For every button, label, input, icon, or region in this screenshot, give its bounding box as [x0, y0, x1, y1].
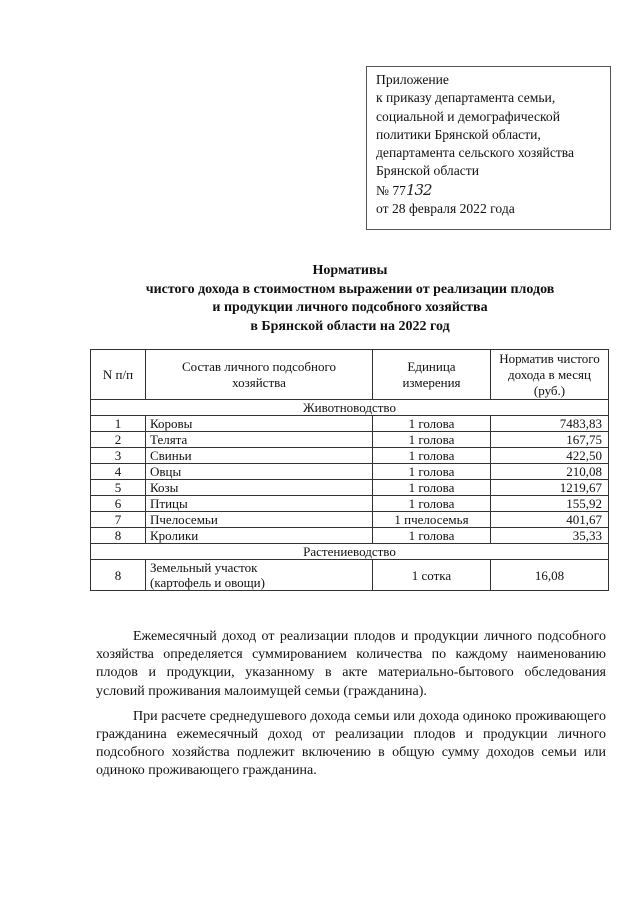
cell-name: Свиньи [146, 448, 373, 464]
cell-num: 4 [91, 464, 146, 480]
norms-table [90, 349, 609, 591]
title-line: Нормативы [312, 263, 388, 278]
appendix-line: социальной и демографической [376, 108, 561, 124]
section-row [91, 544, 609, 560]
title-line: в Брянской области на 2022 год [250, 318, 450, 334]
appendix-box [366, 66, 611, 230]
cell-unit: 1 голова [373, 464, 491, 480]
cell-name-line: Земельный участок [150, 560, 258, 575]
cell-unit: 1 голова [373, 432, 491, 448]
appendix-line: политики Брянской области, [376, 126, 541, 142]
cell-value: 167,75 [491, 432, 609, 448]
order-number-handwritten: 132 [405, 180, 432, 199]
cell-value: 7483,83 [491, 416, 609, 432]
section-crops: Растениеводство [91, 544, 609, 560]
appendix-line: к приказу департамента семьи, [376, 90, 556, 106]
cell-num: 1 [91, 416, 146, 432]
cell-unit: 1 голова [373, 448, 491, 464]
cell-num: 2 [91, 432, 146, 448]
paragraph: Ежемесячный доход от реализации плодов и продукции личного подсобного хозяйства определяется суммированием количества по каждому наименованию плодов и продукции, указанному в акте материально-бытового обследования условий проживания малоимущей семьи (гражданина). [96, 629, 606, 699]
paragraph: При расчете среднедушевого дохода семьи или дохода одиноко проживающего гражданина ежемесячный доход от реализации плодов и продукции личного подсобного хозяйства подлежит включению в общую сумму доходов семьи или одиноко проживающего гражданина. [96, 708, 606, 779]
cell-unit: 1 голова [373, 416, 491, 432]
cell-name: Овцы [146, 464, 373, 480]
table-row [91, 432, 609, 448]
order-number-prefix: № 77 [376, 182, 406, 198]
cell-unit: 1 сотка [373, 560, 491, 591]
appendix-line: департамента сельского хозяйства [376, 145, 575, 161]
cell-unit: 1 голова [373, 496, 491, 512]
cell-value: 210,08 [491, 464, 609, 480]
cell-num: 8 [91, 528, 146, 544]
section-livestock: Животноводство [91, 400, 609, 416]
cell-name [146, 560, 373, 591]
cell-name: Пчелосемьи [146, 512, 373, 528]
cell-num: 8 [91, 560, 146, 591]
table-row [91, 480, 609, 496]
appendix-line: Приложение [376, 72, 449, 87]
cell-value: 422,50 [491, 448, 609, 464]
order-number [376, 181, 610, 200]
cell-name: Козы [146, 480, 373, 496]
cell-name: Телята [146, 432, 373, 448]
table-row [91, 496, 609, 512]
cell-name: Коровы [146, 416, 373, 432]
cell-value: 1219,67 [491, 480, 609, 496]
table-row [91, 416, 609, 432]
body-text [96, 628, 606, 781]
cell-num: 6 [91, 496, 146, 512]
cell-value: 155,92 [491, 496, 609, 512]
cell-unit: 1 пчелосемья [373, 512, 491, 528]
cell-value: 35,33 [491, 528, 609, 544]
header-name: Состав личного подсобного хозяйства [146, 350, 373, 400]
table-header-row [91, 350, 609, 400]
cell-value: 401,67 [491, 512, 609, 528]
cell-num: 5 [91, 480, 146, 496]
header-norm: Норматив чистого дохода в месяц (руб.) [491, 350, 609, 400]
cell-num: 7 [91, 512, 146, 528]
table-row [91, 560, 609, 591]
header-unit: Единица измерения [373, 350, 491, 400]
cell-unit: 1 голова [373, 528, 491, 544]
order-date: от 28 февраля 2022 года [376, 201, 515, 217]
cell-name: Кролики [146, 528, 373, 544]
table-row [91, 528, 609, 544]
table-row [91, 448, 609, 464]
cell-num: 3 [91, 448, 146, 464]
table-row [91, 464, 609, 480]
title-line: чистого дохода в стоимостном выражении от реализации плодов [145, 281, 555, 297]
cell-name: Птицы [146, 496, 373, 512]
section-row [91, 400, 609, 416]
cell-unit: 1 голова [373, 480, 491, 496]
document-title [100, 262, 600, 336]
title-line: и продукции личного подсобного хозяйства [212, 300, 488, 315]
header-num: N п/п [91, 350, 146, 400]
table-row [91, 512, 609, 528]
appendix-line: Брянской области [376, 163, 479, 179]
cell-value: 16,08 [491, 560, 609, 591]
cell-name-line: (картофель и овощи) [150, 575, 265, 590]
